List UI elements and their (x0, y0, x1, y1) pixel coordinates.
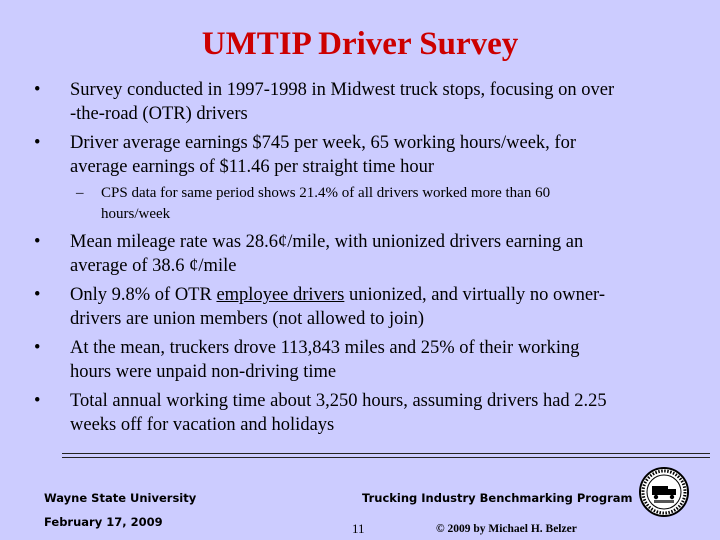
bullet-line: At the mean, truckers drove 113,843 miles and 25% of their working (70, 338, 580, 358)
bullet-text (70, 336, 674, 384)
footer-divider (62, 453, 710, 454)
sub-bullet-text (101, 183, 661, 225)
bullet-line: -the-road (OTR) drivers (70, 104, 248, 124)
bullet-text (70, 131, 674, 179)
bullet-line-part: Only 9.8% of OTR (70, 285, 217, 305)
bullet-line: drivers are union members (not allowed to join) (70, 309, 424, 329)
slide-title: UMTIP Driver Survey (201, 26, 519, 62)
bullet-dot-icon: • (34, 338, 41, 358)
bullet-line: average of 38.6 ¢/mile (70, 256, 237, 276)
copyright-notice: © 2009 by Michael H. Belzer (436, 523, 577, 535)
program-seal-logo-icon (638, 466, 690, 518)
footer-program: Trucking Industry Benchmarking Program (362, 491, 633, 505)
bullet-line-part: unionized, and virtually no owner- (344, 285, 605, 305)
bullet-dot-icon: • (34, 285, 41, 305)
bullet-line: Survey conducted in 1997-1998 in Midwest truck stops, focusing on over (70, 80, 615, 100)
sub-bullet-line: CPS data for same period shows 21.4% of all drivers worked more than 60 (101, 185, 551, 201)
page-number: 11 (352, 521, 365, 536)
bullet-text (70, 389, 674, 437)
bullet-dot-icon: • (34, 133, 41, 153)
footer-university: Wayne State University (44, 491, 197, 505)
bullet-line: hours were unpaid non-driving time (70, 362, 337, 382)
bullet-text (70, 230, 674, 278)
bullet-line: weeks off for vacation and holidays (70, 415, 335, 435)
bullet-dot-icon: • (34, 391, 41, 411)
bullet-text (70, 283, 674, 331)
dash-icon: – (76, 185, 84, 201)
sub-bullet-line: hours/week (101, 206, 171, 222)
bullet-dot-icon: • (34, 80, 41, 100)
bullet-line: Mean mileage rate was 28.6¢/mile, with unionized drivers earning an (70, 232, 584, 252)
bullet-line: Total annual working time about 3,250 hours, assuming drivers had 2.25 (70, 391, 607, 411)
underlined-term: employee drivers (216, 285, 345, 305)
bullet-dot-icon: • (34, 232, 41, 252)
bullet-line: average earnings of $11.46 per straight time hour (70, 157, 435, 177)
footer-divider (62, 457, 710, 458)
bullet-line (70, 283, 674, 307)
bullet-line: Driver average earnings $745 per week, 65 working hours/week, for (70, 133, 577, 153)
bullet-text (70, 78, 674, 126)
footer-date: February 17, 2009 (44, 515, 163, 529)
